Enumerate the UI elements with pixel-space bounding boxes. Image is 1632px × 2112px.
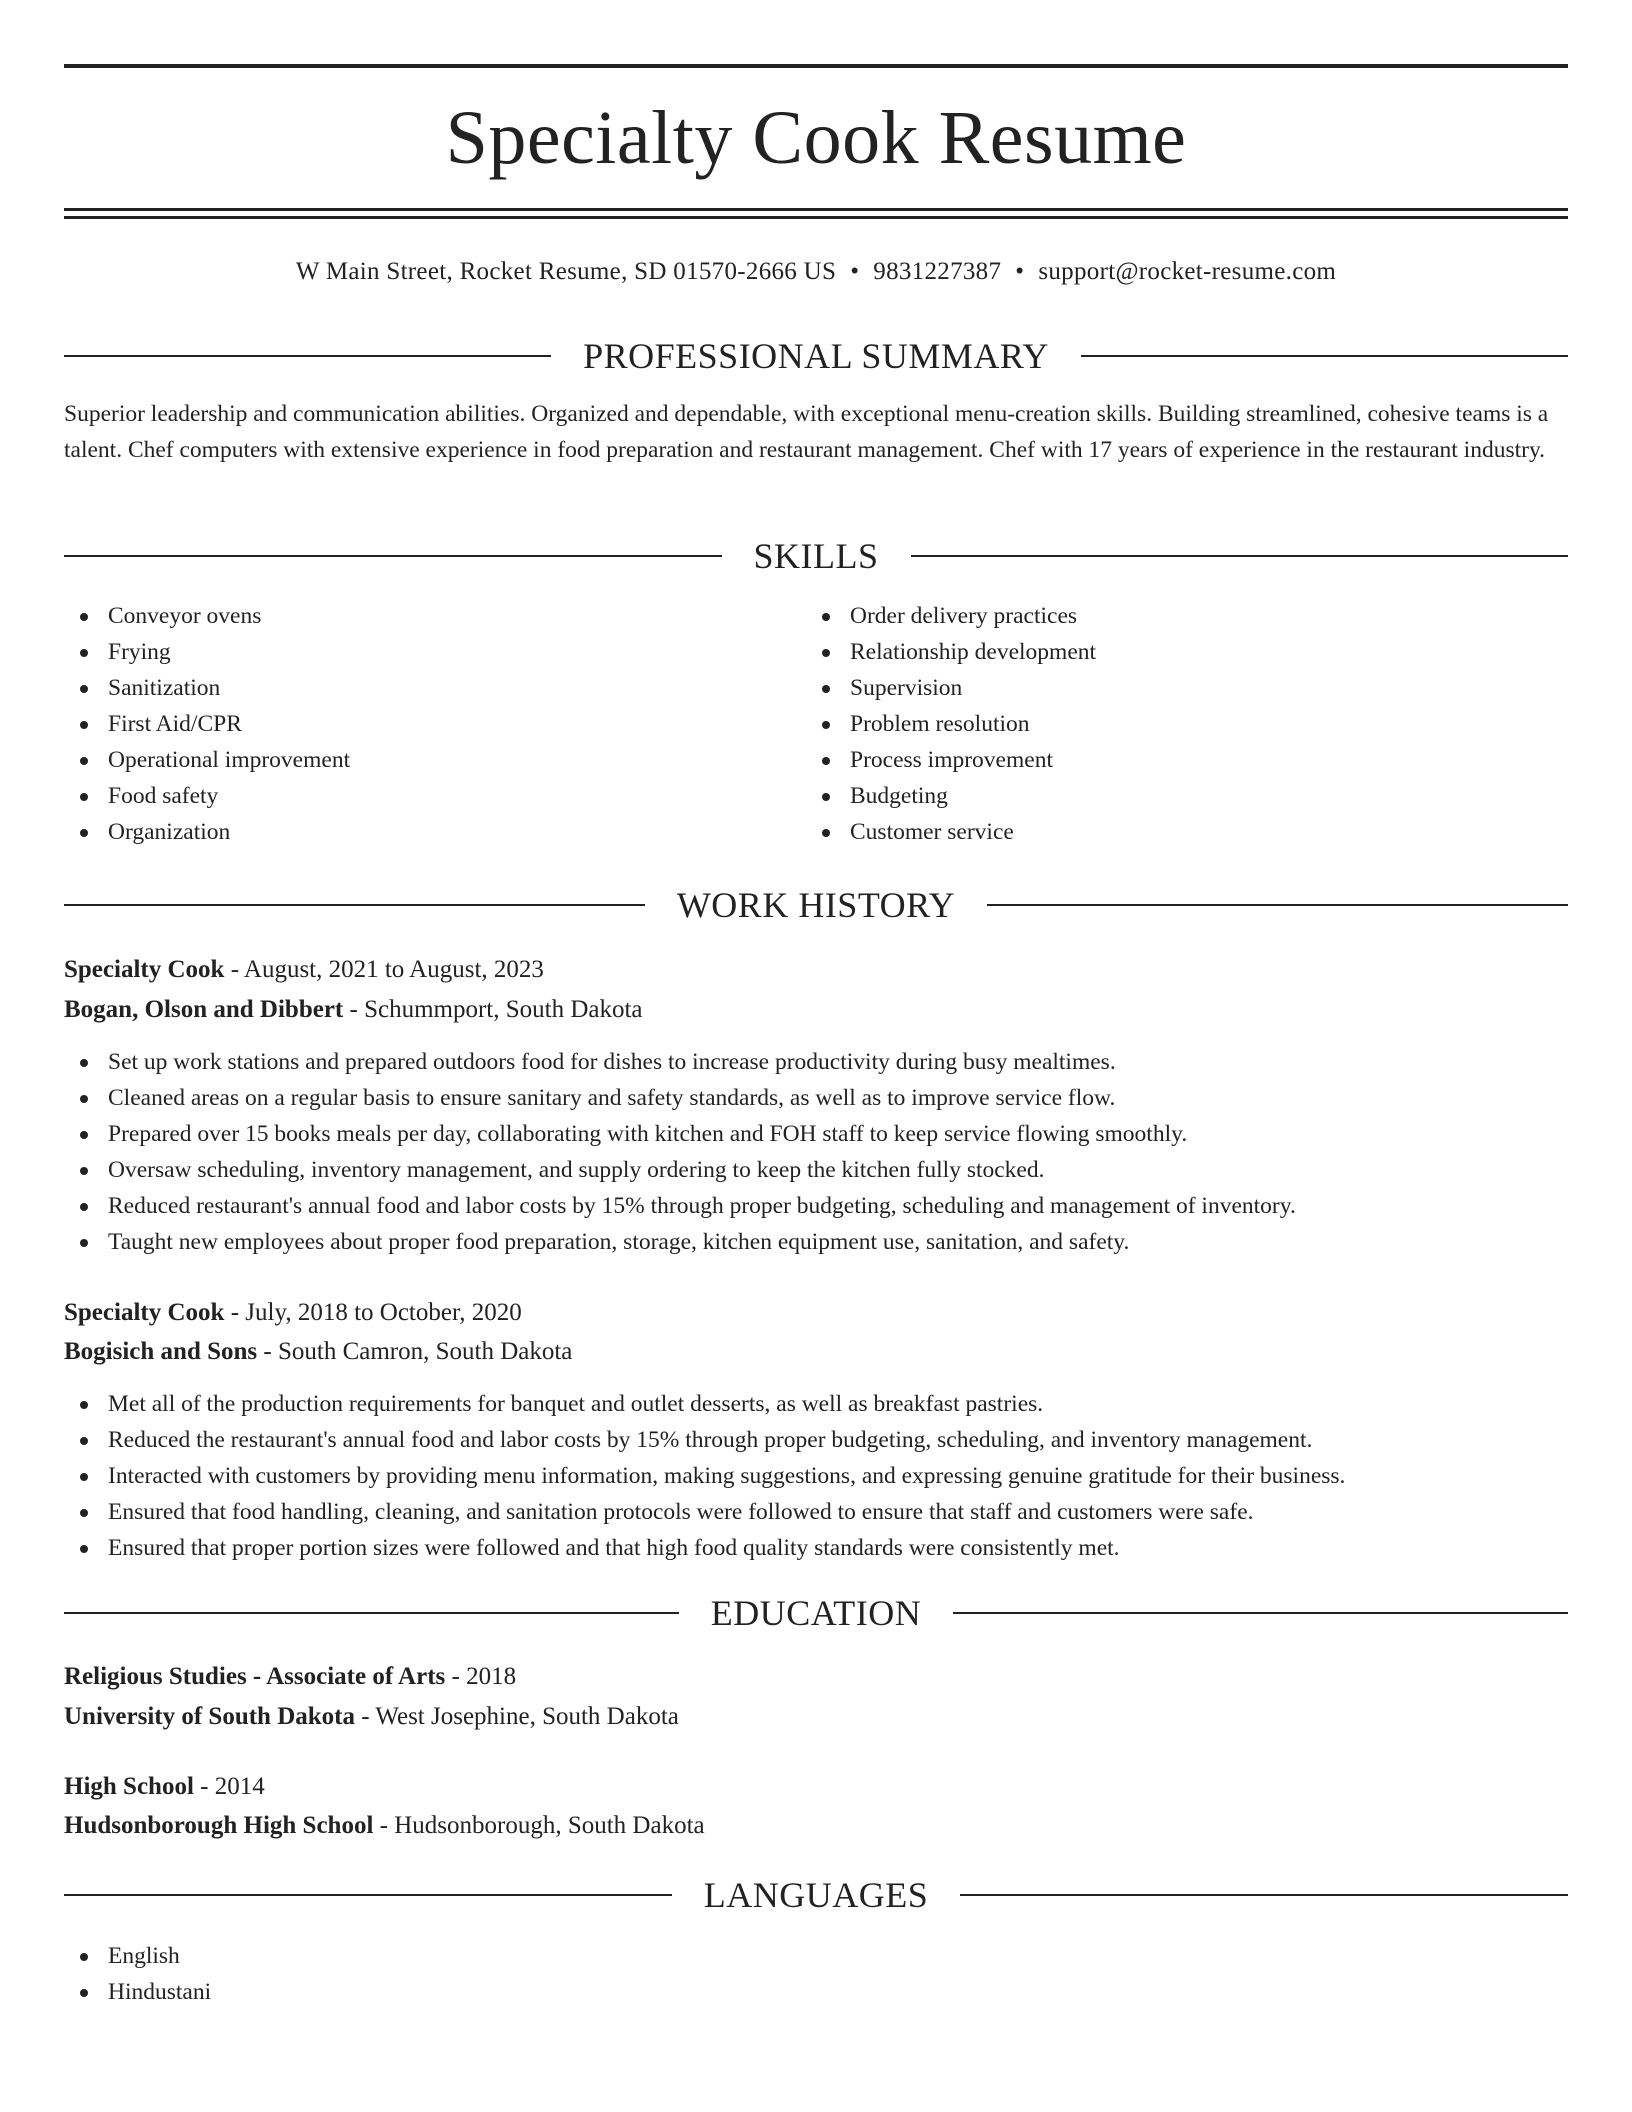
language-item: English [64, 1938, 1568, 1974]
job-bullet: Interacted with customers by providing menu information, making suggestions, and expressing genuine gratitude for their business. [64, 1458, 1568, 1494]
header-top-rule [64, 64, 1568, 68]
contact-separator: • [1015, 258, 1025, 285]
section-rule [960, 1894, 1568, 1896]
skill-item: Order delivery practices [806, 598, 1546, 634]
education-school-line [64, 1806, 1568, 1846]
education-degree-line [64, 1767, 1568, 1807]
education-school-line [64, 1697, 1568, 1737]
education-degree: High School [64, 1773, 194, 1800]
job-bullet: Reduced restaurant's annual food and labor costs by 15% through proper budgeting, scheduling and management of inventory. [64, 1188, 1568, 1224]
skill-item: Customer service [806, 814, 1546, 850]
education-location: - Hudsonborough, South Dakota [373, 1812, 705, 1839]
education-year: - 2014 [193, 1773, 265, 1800]
section-title: WORK HISTORY [676, 885, 956, 925]
skill-item: Frying [64, 634, 804, 670]
job-bullet: Reduced the restaurant's annual food and labor costs by 15% through proper budgeting, scheduling, and inventory management. [64, 1422, 1568, 1458]
job-company: Bogisich and Sons [64, 1338, 258, 1365]
summary-text: Superior leadership and communication abilities. Organized and dependable, with exceptional menu-creation skills. Building streamlined, cohesive teams is a talent. Chef computers with extensive experience in food preparation and restaurant management. Chef with 17 years of experience in the restaurant industry. [64, 401, 1549, 463]
header-double-rule-lower [64, 216, 1568, 219]
job-bullet: Cleaned areas on a regular basis to ensure sanitary and safety standards, as well as to improve service flow. [64, 1080, 1568, 1116]
job-bullet: Taught new employees about proper food preparation, storage, kitchen equipment use, sanitation, and safety. [64, 1224, 1568, 1260]
skills-list-left [64, 598, 804, 850]
contact-separator: • [850, 258, 860, 285]
job-bullets [64, 1044, 1568, 1260]
skills-list-right [806, 598, 1546, 850]
job-company: Bogan, Olson and Dibbert [64, 996, 344, 1023]
job-bullet: Oversaw scheduling, inventory management, and supply ordering to keep the kitchen fully stocked. [64, 1152, 1568, 1188]
job-bullet: Ensured that proper portion sizes were followed and that high food quality standards were consistently met. [64, 1530, 1568, 1566]
job-company-line [64, 990, 1568, 1030]
job-bullet: Ensured that food handling, cleaning, and sanitation protocols were followed to ensure that staff and customers were safe. [64, 1494, 1568, 1530]
language-item: Hindustani [64, 1974, 1568, 2010]
section-rule [64, 355, 551, 357]
languages-list [64, 1938, 1568, 2010]
job-bullet: Set up work stations and prepared outdoors food for dishes to increase productivity during busy mealtimes. [64, 1044, 1568, 1080]
skill-item: First Aid/CPR [64, 706, 804, 742]
section-rule [64, 1894, 672, 1896]
job-bullet: Prepared over 15 books meals per day, collaborating with kitchen and FOH staff to keep service flowing smoothly. [64, 1116, 1568, 1152]
job-role: Specialty Cook [64, 956, 225, 983]
education-school: University of South Dakota [64, 1703, 355, 1730]
job-location: - Schummport, South Dakota [343, 996, 643, 1023]
contact-address: W Main Street, Rocket Resume, SD 01570-2666 US [295, 258, 837, 285]
skill-item: Budgeting [806, 778, 1546, 814]
section-title: PROFESSIONAL SUMMARY [583, 336, 1049, 376]
skill-item: Sanitization [64, 670, 804, 706]
job-role: Specialty Cook [64, 1299, 225, 1326]
section-header-work-history [64, 883, 1568, 927]
job-dates: - August, 2021 to August, 2023 [224, 956, 544, 983]
job-bullets [64, 1386, 1568, 1566]
contact-line [64, 255, 1568, 289]
skill-item: Problem resolution [806, 706, 1546, 742]
section-header-skills [64, 534, 1568, 578]
section-rule [911, 555, 1569, 557]
section-rule [64, 555, 722, 557]
education-degree-line [64, 1657, 1568, 1697]
section-title: EDUCATION [710, 1593, 922, 1633]
page-title: Specialty Cook Resume [445, 96, 1187, 180]
contact-phone: 9831227387 [873, 258, 1002, 285]
skill-item: Food safety [64, 778, 804, 814]
section-header-summary [64, 334, 1568, 378]
education-location: - West Josephine, South Dakota [355, 1703, 679, 1730]
job-dates: - July, 2018 to October, 2020 [224, 1299, 522, 1326]
education-year: - 2018 [445, 1663, 517, 1690]
skill-item: Process improvement [806, 742, 1546, 778]
skill-item: Organization [64, 814, 804, 850]
section-header-education [64, 1591, 1568, 1635]
header-double-rule-upper [64, 208, 1568, 211]
job-title-line [64, 950, 1568, 990]
section-rule [64, 904, 645, 906]
job-company-line [64, 1332, 1568, 1372]
contact-email: support@rocket-resume.com [1038, 258, 1337, 285]
education-school: Hudsonborough High School [64, 1812, 374, 1839]
skill-item: Conveyor ovens [64, 598, 804, 634]
section-rule [64, 1612, 679, 1614]
section-title: LANGUAGES [703, 1875, 929, 1915]
skill-item: Operational improvement [64, 742, 804, 778]
section-rule [987, 904, 1568, 906]
education-degree: Religious Studies - Associate of Arts [64, 1663, 446, 1690]
job-bullet: Met all of the production requirements for banquet and outlet desserts, as well as breakfast pastries. [64, 1386, 1568, 1422]
section-rule [953, 1612, 1568, 1614]
section-header-languages [64, 1873, 1568, 1917]
section-title: SKILLS [753, 536, 879, 576]
section-rule [1081, 355, 1568, 357]
skill-item: Relationship development [806, 634, 1546, 670]
job-location: - South Camron, South Dakota [257, 1338, 573, 1365]
job-title-line [64, 1293, 1568, 1333]
skill-item: Supervision [806, 670, 1546, 706]
